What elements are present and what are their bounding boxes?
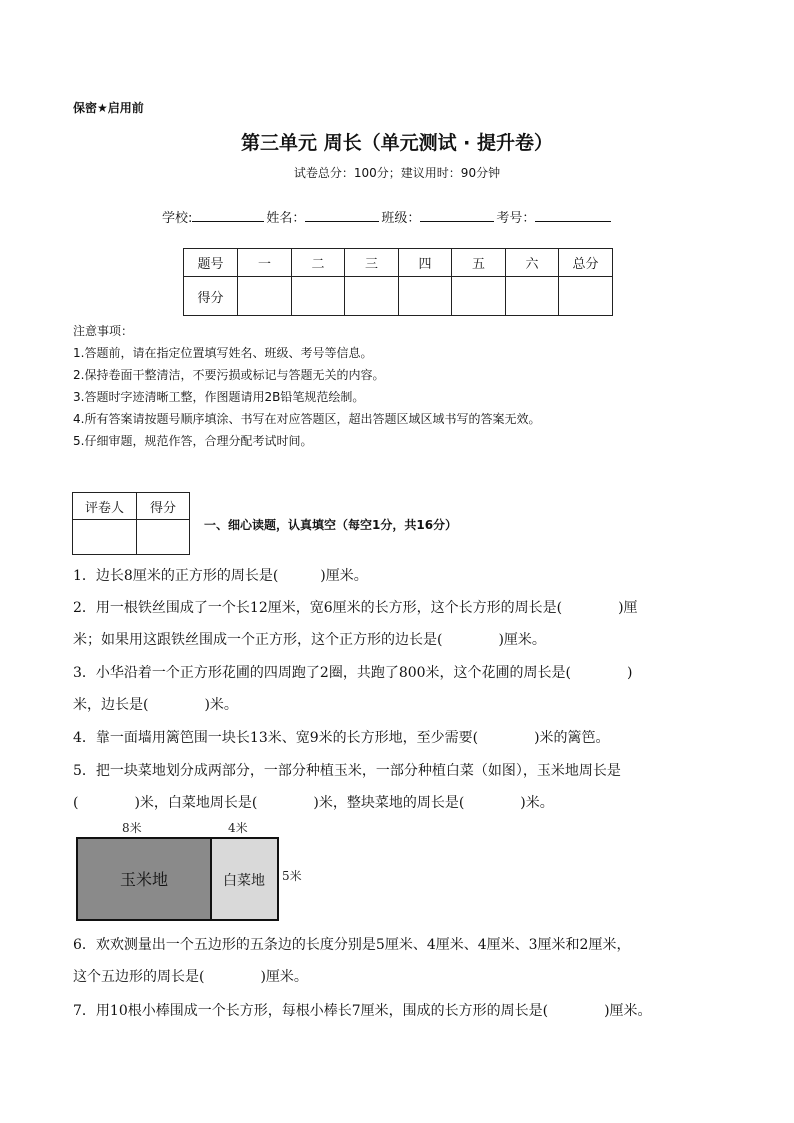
question-2-line-2: 米；如果用这跟铁丝围成一个正方形，这个正方形的边长是( )厘米。 [73, 632, 546, 648]
score-header-cell: 二 [292, 249, 345, 277]
cabbage-width-label: 4米 [228, 821, 248, 835]
question-3-line-1: 3．小华沿着一个正方形花圃的四周跑了2圈，共跑了800米，这个花圃的周长是( ) [73, 665, 633, 681]
score-cell[interactable] [506, 277, 559, 316]
question-6-line-1: 6．欢欢测量出一个五边形的五条边的长度分别是5厘米、4厘米、4厘米、3厘米和2厘米， [73, 937, 631, 953]
note-item: 4.所有答案请按题号顺序填涂、书写在对应答题区，超出答题区域区域书写的答案无效。 [73, 412, 541, 426]
score-header-cell: 三 [345, 249, 399, 277]
student-info-line [162, 207, 613, 226]
score-table [183, 248, 613, 316]
corn-width-label: 8米 [122, 821, 142, 835]
school-label: 学校: [162, 211, 193, 226]
corn-field-label: 玉米地 [119, 870, 169, 889]
name-label: 姓名： [266, 211, 306, 226]
note-item: 2.保持卷面干整清洁，不要污损或标记与答题无关的内容。 [73, 368, 385, 382]
score-cell[interactable] [559, 277, 613, 316]
note-item: 3.答题时字迹清晰工整，作图题请用2B铅笔规范绘制。 [73, 390, 365, 404]
cabbage-field-label: 白菜地 [223, 873, 265, 889]
page-subtitle: 试卷总分：100分；建议用时：90分钟 [293, 166, 501, 180]
page-title: 第三单元 周长（单元测试 · 提升卷） [240, 132, 554, 154]
vegetable-plot-diagram [72, 818, 312, 924]
score-cell[interactable] [238, 277, 292, 316]
height-label: 5米 [282, 869, 302, 883]
question-2-line-1: 2．用一根铁丝围成了一个长12厘米，宽6厘米的长方形，这个长方形的周长是( )厘 [73, 600, 638, 616]
grader-table [72, 492, 190, 555]
score-header-cell: 总分 [559, 249, 613, 277]
grader-label: 评卷人 [73, 493, 137, 520]
question-7: 7．用10根小棒围成一个长方形，每根小棒长7厘米，围成的长方形的周长是( )厘米。 [73, 1003, 652, 1019]
name-blank[interactable] [305, 209, 379, 222]
score-header-cell: 一 [238, 249, 292, 277]
class-label: 班级： [381, 211, 421, 226]
school-blank[interactable] [192, 209, 264, 222]
score-cell[interactable] [345, 277, 399, 316]
score-cell[interactable] [452, 277, 506, 316]
section-title: 一、细心读题，认真填空（每空1分，共16分） [204, 518, 458, 532]
exam-no-label: 考号： [496, 211, 536, 226]
question-5-line-2: ( )米，白菜地周长是( )米，整块菜地的周长是( )米。 [73, 795, 554, 811]
exam-no-blank[interactable] [535, 209, 611, 222]
note-item: 1.答题前，请在指定位置填写姓名、班级、考号等信息。 [73, 346, 373, 360]
notes-section [73, 320, 540, 452]
question-1: 1．边长8厘米的正方形的周长是( )厘米。 [73, 568, 368, 584]
grader-score-cell[interactable] [137, 520, 190, 555]
score-header-cell: 五 [452, 249, 506, 277]
question-4: 4．靠一面墙用篱笆围一块长13米、宽9米的长方形地，至少需要( )米的篱笆。 [73, 730, 610, 746]
question-5-line-1: 5．把一块菜地划分成两部分，一部分种植玉米，一部分种植白菜（如图），玉米地周长是 [73, 763, 621, 779]
note-item: 5.仔细审题，规范作答，合理分配考试时间。 [73, 434, 313, 448]
score-row-label: 得分 [184, 277, 238, 316]
question-6-line-2: 这个五边形的周长是( )厘米。 [73, 969, 308, 985]
score-cell[interactable] [399, 277, 452, 316]
score-header-cell: 六 [506, 249, 559, 277]
class-blank[interactable] [420, 209, 494, 222]
score-cell[interactable] [292, 277, 345, 316]
question-3-line-2: 米，边长是( )米。 [73, 697, 238, 713]
notes-heading: 注意事项： [73, 324, 134, 338]
confidential-label: 保密★启用前 [73, 101, 144, 115]
score-header-cell: 四 [399, 249, 452, 277]
grader-score-label: 得分 [137, 493, 190, 520]
grader-name-cell[interactable] [73, 520, 137, 555]
score-header-cell: 题号 [184, 249, 238, 277]
